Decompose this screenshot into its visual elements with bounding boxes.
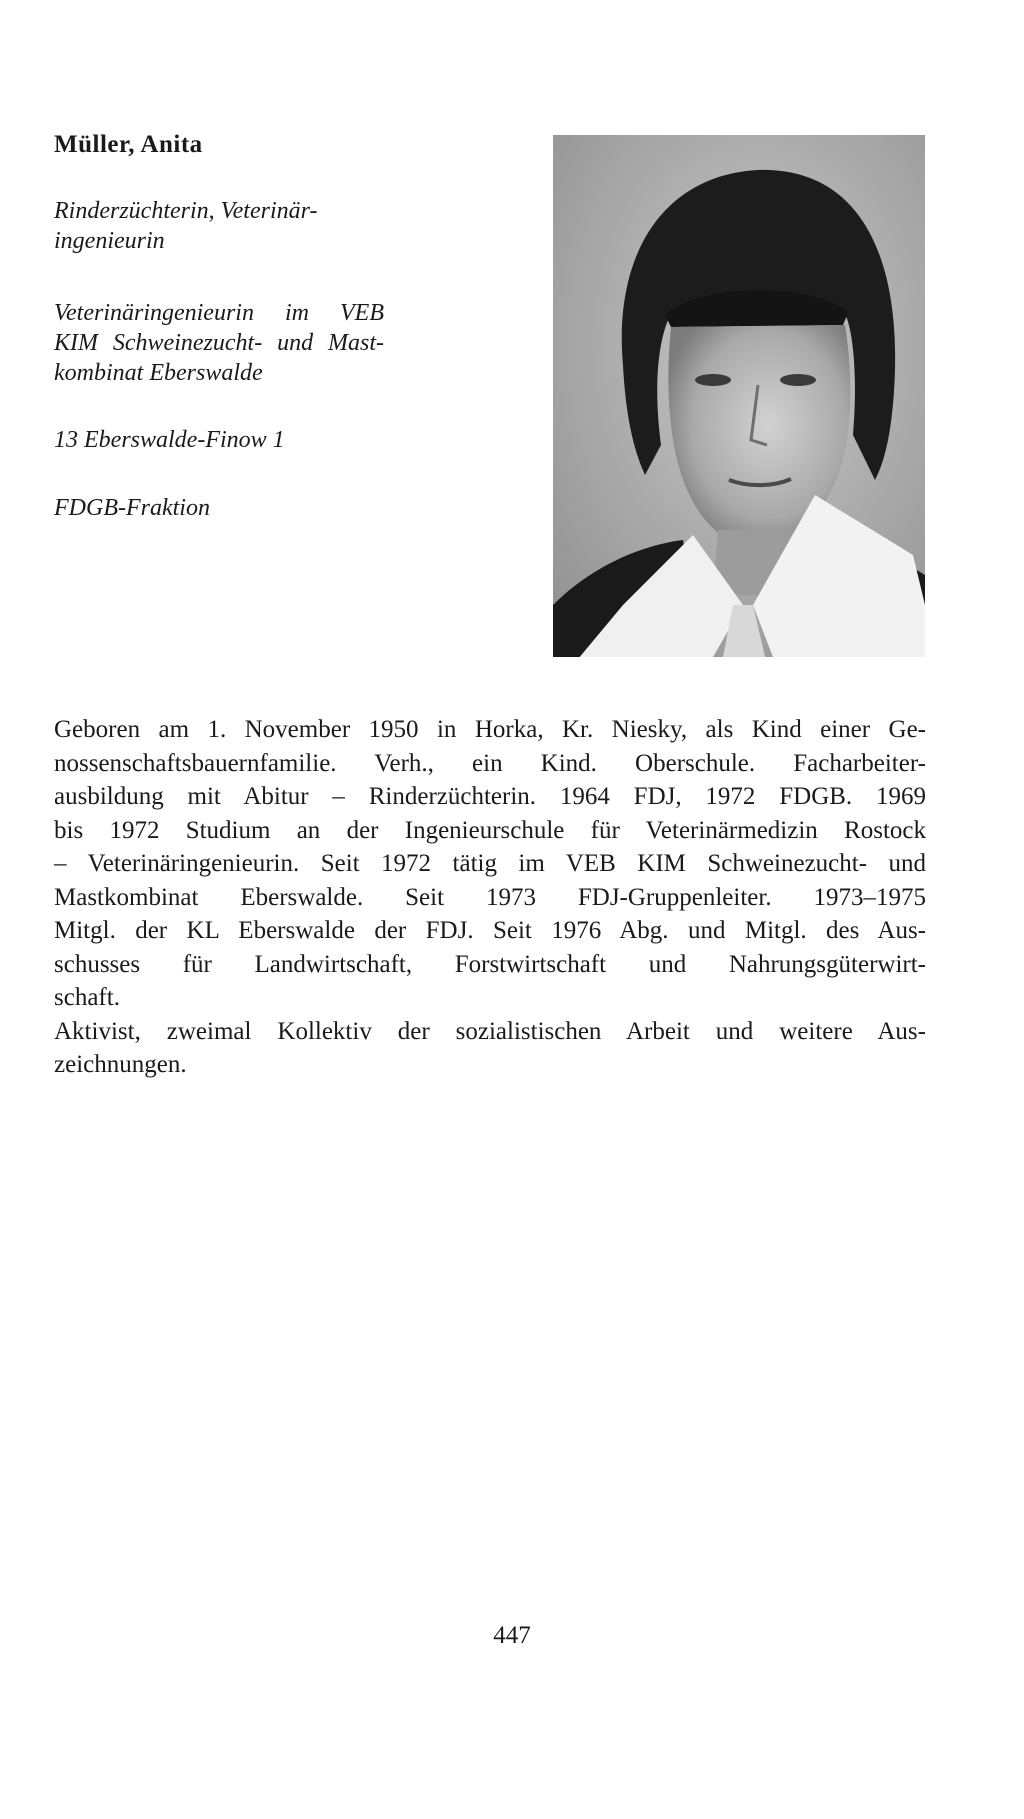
biography-line: schusses für Landwirtschaft, Forstwirtschaft und Nahrungsgüterwirt- [54, 950, 926, 978]
biography-line: schaft. [54, 984, 120, 1011]
portrait-photo [553, 135, 925, 657]
portrait-image [553, 135, 925, 657]
biography-line: Aktivist, zweimal Kollektiv der sozialistischen Arbeit und weitere Aus- [54, 1017, 926, 1045]
biography-line: zeichnungen. [54, 1051, 187, 1078]
workplace [54, 298, 384, 388]
biography-line: bis 1972 Studium an der Ingenieurschule für Veterinärmedizin Rostock [54, 816, 926, 844]
constituency: 13 Eberswalde-Finow 1 [54, 427, 285, 453]
biography-line: Mastkombinat Eberswalde. Seit 1973 FDJ-Gruppenleiter. 1973–1975 [54, 883, 926, 911]
biography-line: Mitgl. der KL Eberswalde der FDJ. Seit 1976 Abg. und Mitgl. des Aus- [54, 917, 926, 944]
biography-paragraph [54, 713, 926, 1015]
workplace-line: Veterinäringenieurin im VEB [54, 300, 384, 326]
faction: FDGB-Fraktion [54, 495, 210, 521]
biography-paragraph [54, 1015, 926, 1082]
page-number: 447 [493, 1622, 531, 1649]
biography-line: nossenschaftsbauernfamilie. Verh., ein Kind. Oberschule. Facharbeiter- [54, 749, 926, 777]
biography-line: Geboren am 1. November 1950 in Horka, Kr. Niesky, als Kind einer Ge- [54, 716, 926, 743]
biography-line: – Veterinäringenieurin. Seit 1972 tätig im VEB KIM Schweinezucht- und [54, 850, 926, 877]
person-name: Müller, Anita [54, 131, 203, 158]
profession-line: ingenieurin [54, 228, 165, 254]
biography-line: ausbildung mit Abitur – Rinderzüchterin. 1964 FDJ, 1972 FDGB. 1969 [54, 783, 926, 810]
workplace-line: kombinat Eberswalde [54, 360, 263, 386]
profession [54, 196, 384, 256]
profession-line: Rinderzüchterin, Veterinär- [54, 198, 318, 224]
workplace-line: KIM Schweinezucht- und Mast- [54, 330, 384, 356]
biography [54, 713, 926, 1082]
